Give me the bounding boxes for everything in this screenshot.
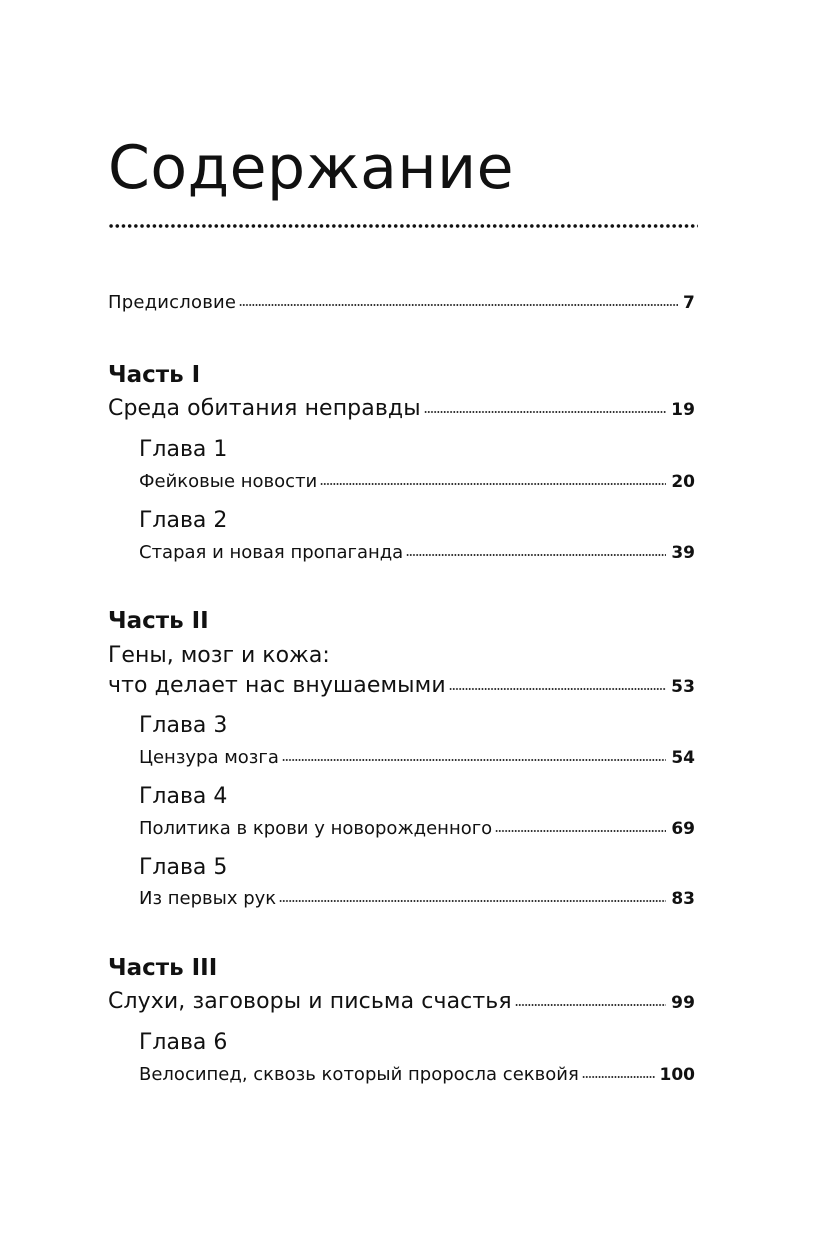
chapter-label: Глава 2 — [139, 508, 228, 533]
chapter-label: Глава 5 — [139, 855, 228, 880]
toc-entry-chapter[interactable] — [139, 471, 695, 492]
dot-leader — [582, 1075, 655, 1079]
toc-entry-chapter[interactable] — [139, 747, 695, 768]
dot-leader — [282, 758, 666, 762]
toc-entry-part[interactable] — [108, 673, 695, 698]
toc-entry-preface[interactable] — [108, 292, 695, 313]
toc-entry-label: Фейковые новости — [139, 471, 318, 492]
toc-entry-label: Среда обитания неправды — [108, 396, 421, 421]
toc-entry-label: Велосипед, сквозь который проросла секвойя — [139, 1064, 579, 1085]
chapter-label: Глава 3 — [139, 713, 228, 738]
dot-leader — [239, 303, 678, 307]
toc-entry-label: Из первых рук — [139, 888, 277, 909]
toc-page-number: 7 — [682, 293, 695, 313]
page-title: Содержание — [108, 133, 515, 203]
toc-entry-label: Политика в крови у новорожденного — [139, 818, 493, 839]
part-heading: Часть II — [108, 608, 209, 634]
toc-page-number: 83 — [671, 889, 695, 909]
toc-entry-chapter[interactable] — [139, 542, 695, 563]
toc-entry-chapter[interactable] — [139, 1064, 695, 1085]
toc-entry-chapter[interactable] — [139, 818, 695, 839]
dot-leader — [449, 687, 666, 691]
toc-entry-label: Старая и новая пропаганда — [139, 542, 404, 563]
toc-page-number: 54 — [671, 748, 695, 768]
dot-leader — [320, 482, 666, 486]
part-title-line: Гены, мозг и кожа: — [108, 643, 330, 668]
dot-leader — [495, 829, 666, 833]
toc-entry-label: Предисловие — [108, 292, 237, 313]
chapter-label: Глава 4 — [139, 784, 228, 809]
chapter-label: Глава 6 — [139, 1030, 228, 1055]
toc-entry-label: Цензура мозга — [139, 747, 279, 768]
toc-page-number: 69 — [671, 819, 695, 839]
dot-leader — [424, 410, 666, 414]
title-dotted-rule — [108, 223, 698, 229]
chapter-label: Глава 1 — [139, 437, 228, 462]
toc-entry-chapter[interactable] — [139, 888, 695, 909]
toc-page-number: 53 — [671, 677, 695, 697]
toc-page-number: 19 — [671, 400, 695, 420]
dot-leader — [406, 553, 666, 557]
toc-page-number: 99 — [671, 993, 695, 1013]
toc-entry-label: Слухи, заговоры и письма счастья — [108, 989, 512, 1014]
toc-page-number: 100 — [659, 1065, 695, 1085]
toc-page-number: 39 — [671, 543, 695, 563]
toc-entry-part[interactable] — [108, 396, 695, 421]
toc-page-number: 20 — [671, 472, 695, 492]
dot-leader — [515, 1003, 666, 1007]
part-heading: Часть I — [108, 362, 201, 388]
dot-leader — [279, 899, 666, 903]
part-heading: Часть III — [108, 955, 218, 981]
toc-entry-label: что делает нас внушаемыми — [108, 673, 446, 698]
toc-entry-part[interactable] — [108, 989, 695, 1014]
